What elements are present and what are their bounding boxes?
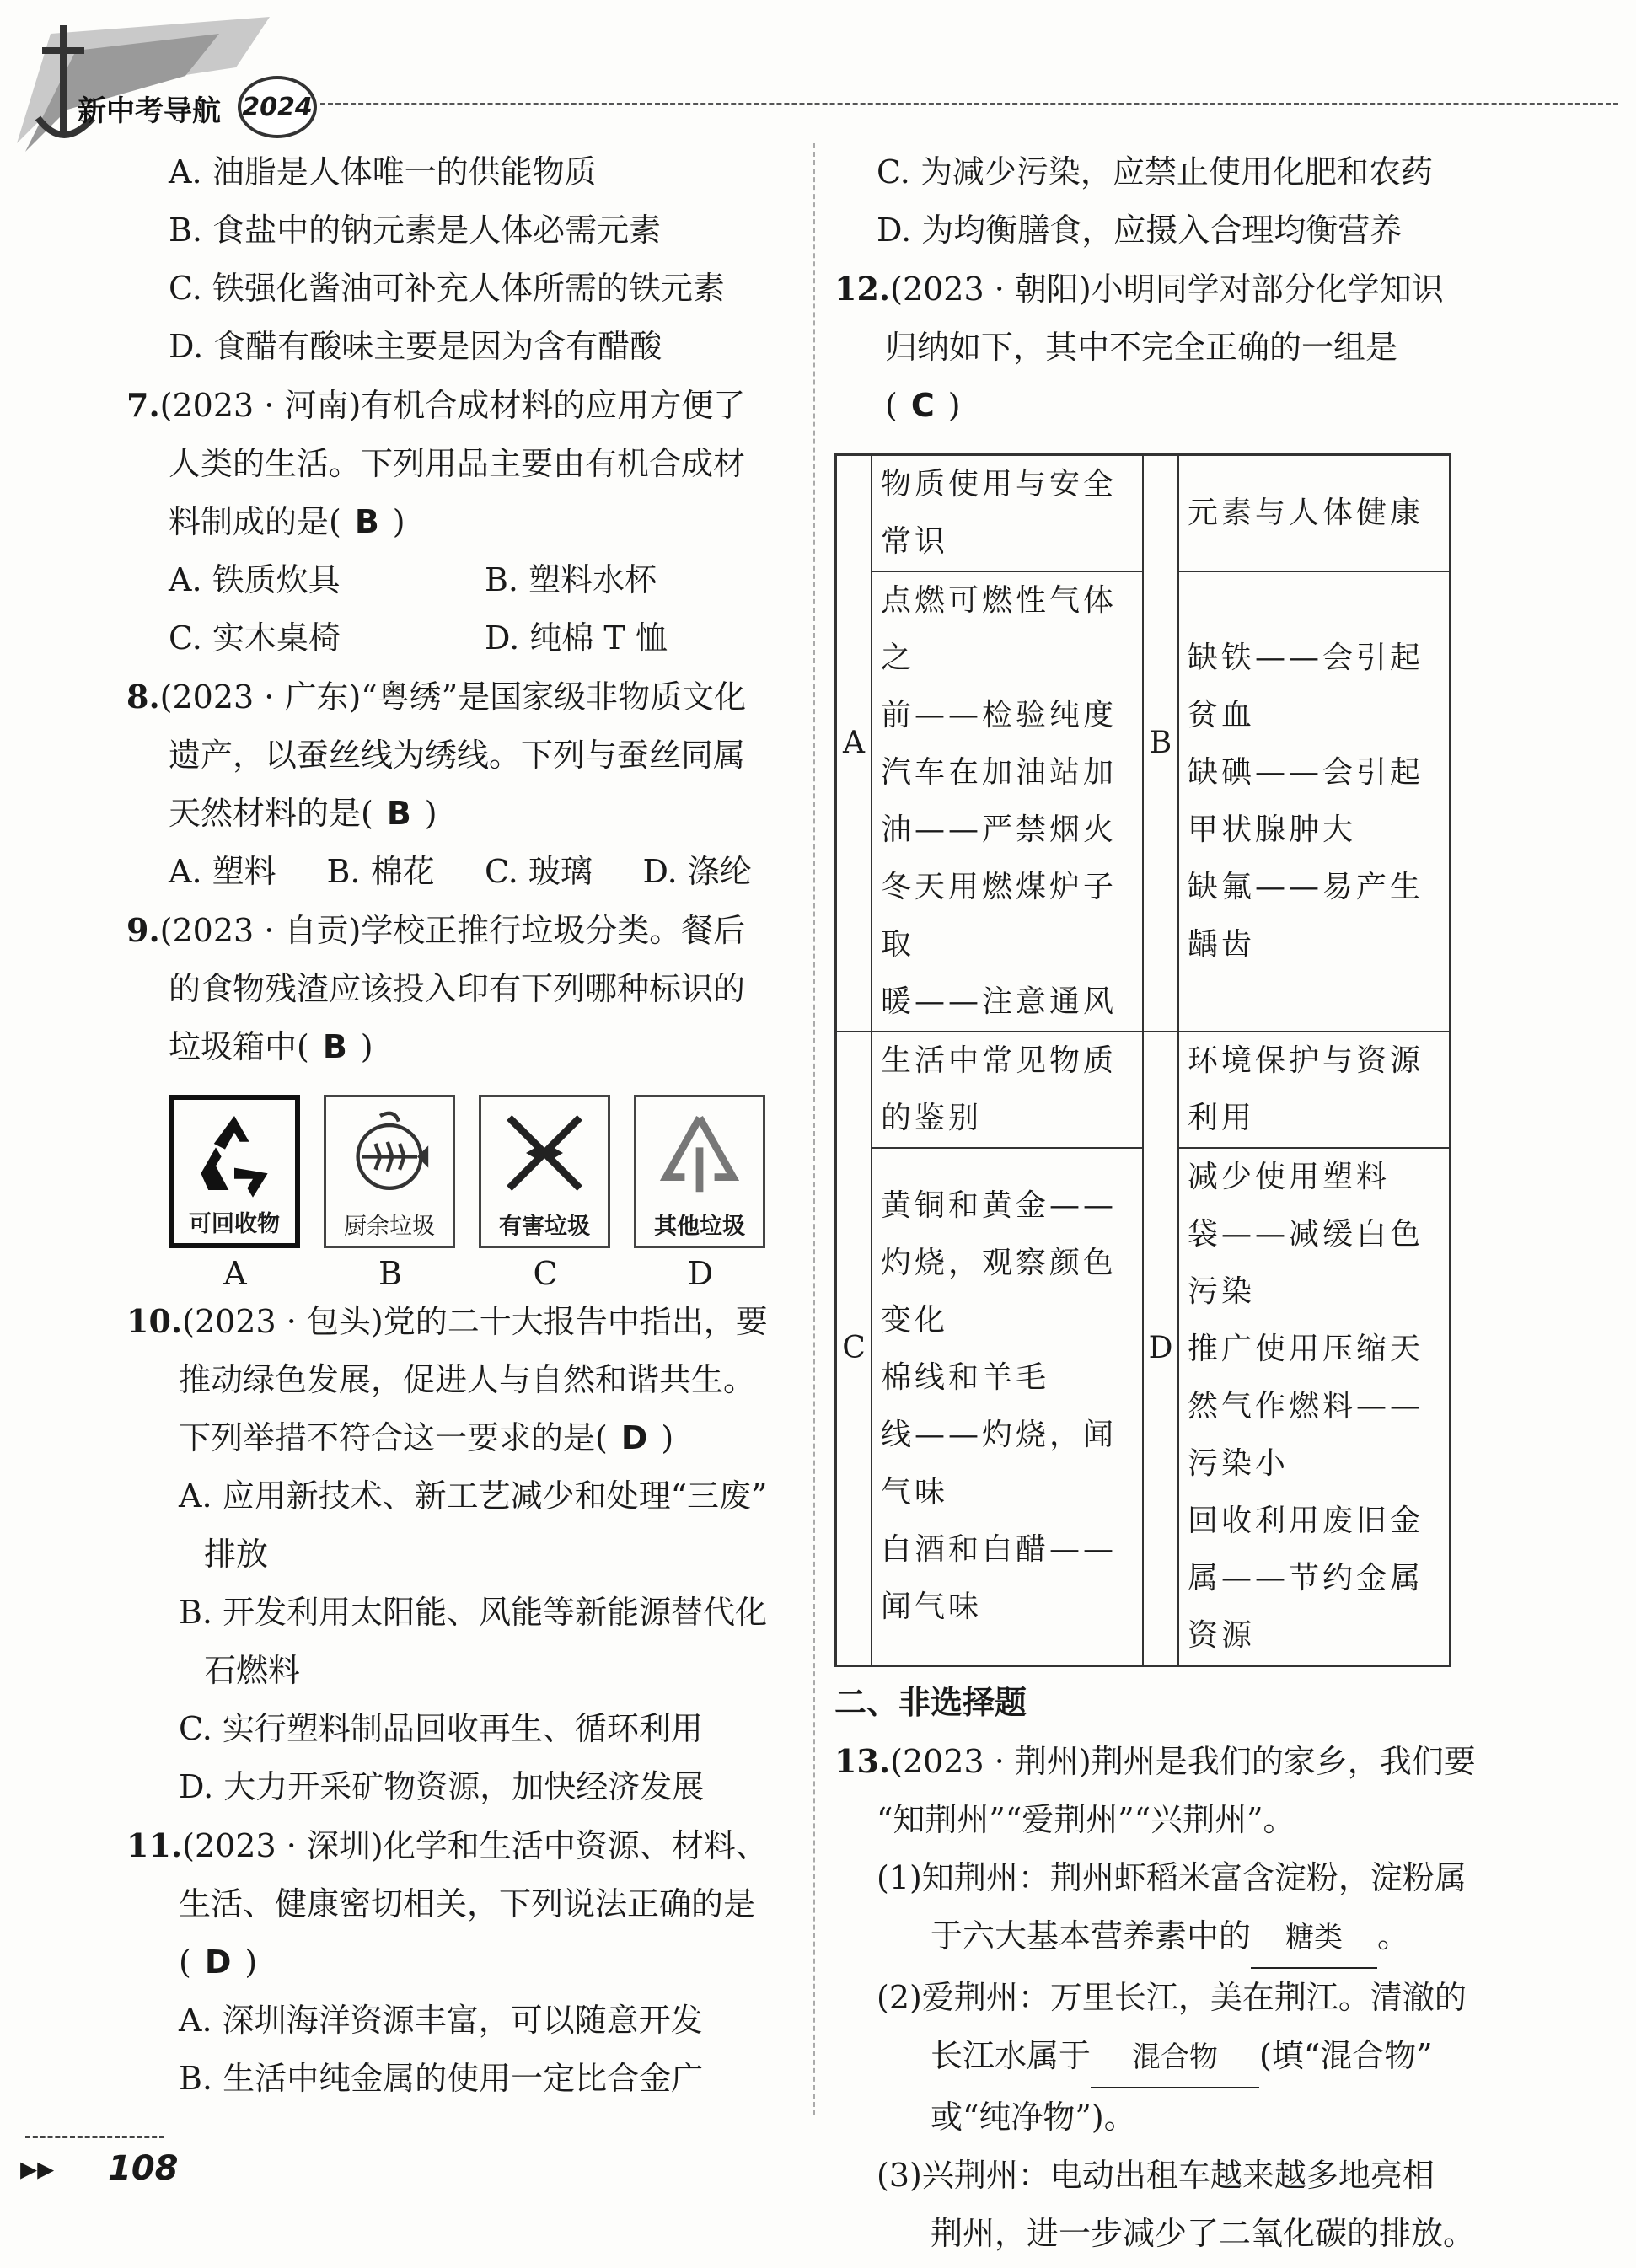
table-a-head: 物质使用与安全 常识 xyxy=(872,455,1143,572)
q12-open: ( xyxy=(885,387,898,424)
q10-stem-1: (2023 · 包头)党的二十大报告中指出，要 xyxy=(182,1303,768,1340)
table-b-body: 缺铁——会引起 贫血 缺碘——会引起 甲状腺肿大 缺氟——易产生 龋齿 xyxy=(1178,571,1451,1032)
q9-stem-2: 的食物残渣应该投入印有下列哪种标识的 xyxy=(169,970,746,1007)
q8-option-b: B. 棉花 xyxy=(326,853,435,890)
bin-a-letter: A xyxy=(223,1255,247,1292)
q10-option-a-cont: 排放 xyxy=(204,1536,269,1573)
q12-stem-1: (2023 · 朝阳)小明同学对部分化学知识 xyxy=(890,271,1444,308)
section-heading: 二、非选择题 xyxy=(834,1684,1027,1721)
q7-stem-1: (2023 · 河南)有机合成材料的应用方便了 xyxy=(159,387,746,424)
q8-stem-2: 遗产，以蚕丝线为绣线。下列与蚕丝同属 xyxy=(169,737,746,774)
q9-answer: B xyxy=(322,1028,347,1065)
bin-hazardous xyxy=(479,1095,612,1292)
bin-b-label: 厨余垃圾 xyxy=(344,1214,435,1240)
q8-stem-3: 天然材料的是( xyxy=(169,795,373,832)
table-a-body: 点燃可燃性气体之 前——检验纯度 汽车在加油站加 油——严禁烟火 冬天用燃煤炉子取 暖——注意通风 xyxy=(872,571,1143,1032)
trash-bin-signs xyxy=(126,1095,801,1292)
footer-divider xyxy=(25,2136,164,2138)
bin-b-letter: B xyxy=(378,1255,402,1292)
header-divider xyxy=(320,103,1618,105)
q13-stem-2: “知荆州”“爱荆州”“兴荆州”。 xyxy=(877,1801,1295,1838)
q13-number: 13. xyxy=(834,1742,891,1780)
q8-option-c: C. 玻璃 xyxy=(485,853,593,890)
q10-stem-2: 推动绿色发展，促进人与自然和谐共生。 xyxy=(179,1361,756,1398)
bin-d-label: 其他垃圾 xyxy=(654,1214,745,1240)
q7-option-c: C. 实木桌椅 xyxy=(169,619,341,657)
q6-option-b: B. 食盐中的钠元素是人体必需元素 xyxy=(169,212,662,249)
question-11 xyxy=(126,1816,801,2108)
q13-p3-line2: 荆州，进一步减少了二氧化碳的排放。 xyxy=(931,2215,1476,2252)
q13-p2-line2: 长江水属于 xyxy=(931,2037,1092,2074)
bin-a-label: 可回收物 xyxy=(189,1211,280,1237)
header-year: 2024 xyxy=(238,76,317,138)
q7-number: 7. xyxy=(126,386,160,424)
table-letter-c: C xyxy=(836,1032,872,1666)
q9-stem-3: 垃圾箱中( xyxy=(169,1028,309,1065)
q11-option-d: D. 为均衡膳食，应摄入合理均衡营养 xyxy=(877,212,1403,249)
q13-p2-hint: (填“混合物” xyxy=(1259,2037,1433,2074)
q11-stem-2: 生活、健康密切相关，下列说法正确的是 xyxy=(179,1885,756,1922)
question-9 xyxy=(126,901,801,1292)
table-letter-b: B xyxy=(1143,455,1178,1032)
bin-other xyxy=(634,1095,767,1292)
q10-option-a: A. 应用新技术、新工艺减少和处理“三废” xyxy=(179,1477,768,1515)
q11-option-c: C. 为减少污染，应禁止使用化肥和农药 xyxy=(877,153,1433,190)
q11-stem-1: (2023 · 深圳)化学和生活中资源、材料、 xyxy=(182,1827,768,1864)
question-12 xyxy=(834,260,1500,1667)
q13-p3-line1: (3)兴荆州：电动出租车越来越多地亮相 xyxy=(877,2157,1435,2194)
q8-close: ) xyxy=(424,795,437,832)
q13-p2-answer: 混合物 xyxy=(1091,2029,1259,2088)
q7-close: ) xyxy=(392,503,405,540)
bin-d-letter: D xyxy=(687,1255,714,1292)
column-divider xyxy=(813,143,815,2115)
header-brand: 新中考导航 xyxy=(78,94,221,128)
table-c-head: 生活中常见物质 的鉴别 xyxy=(872,1032,1143,1148)
q8-stem-1: (2023 · 广东)“粤绣”是国家级非物质文化 xyxy=(159,678,747,716)
q10-option-c: C. 实行塑料制品回收再生、循环利用 xyxy=(179,1710,703,1747)
q12-close: ) xyxy=(947,387,961,424)
footer-arrow-icon: ▸▸ xyxy=(20,2149,55,2188)
triangle-arrows-icon xyxy=(653,1107,746,1199)
page-number: 108 xyxy=(108,2149,179,2188)
q13-p2-line3: 或“纯净物”)。 xyxy=(931,2099,1136,2136)
bin-c-letter: C xyxy=(533,1255,558,1292)
q6-option-c: C. 铁强化酱油可补充人体所需的铁元素 xyxy=(169,270,725,307)
recycle-icon xyxy=(188,1107,281,1199)
q7-option-a: A. 铁质炊具 xyxy=(169,561,341,598)
q13-stem-1: (2023 · 荆州)荆州是我们的家乡，我们要 xyxy=(890,1743,1476,1780)
table-d-body: 减少使用塑料 袋——减缓白色 污染 推广使用压缩天 然气作燃料—— 污染小 回收利用废旧金 属——节约金属 资源 xyxy=(1178,1148,1451,1666)
q7-answer: B xyxy=(354,503,379,540)
q10-option-b-cont: 石燃料 xyxy=(204,1652,301,1689)
q13-p1-line2: 于六大基本营养素中的 xyxy=(931,1917,1252,1954)
q8-option-d: D. 涤纶 xyxy=(642,853,752,890)
q12-answer: C xyxy=(910,387,935,424)
q10-stem-3: 下列举措不符合这一要求的是( xyxy=(179,1419,608,1456)
q7-option-d: D. 纯棉 T 恤 xyxy=(485,619,668,657)
left-column xyxy=(126,143,801,2108)
fishbone-icon xyxy=(343,1107,436,1199)
q11-number: 11. xyxy=(126,1826,183,1864)
q9-number: 9. xyxy=(126,911,160,949)
q8-option-a: A. 塑料 xyxy=(169,853,276,890)
q10-number: 10. xyxy=(126,1302,183,1340)
q7-stem-3: 料制成的是( xyxy=(169,503,341,540)
q9-close: ) xyxy=(360,1028,373,1065)
q8-number: 8. xyxy=(126,678,160,716)
q7-option-b: B. 塑料水杯 xyxy=(485,561,657,598)
q10-option-b: B. 开发利用太阳能、风能等新能源替代化 xyxy=(179,1594,768,1631)
q10-option-d: D. 大力开采矿物资源，加快经济发展 xyxy=(179,1768,705,1805)
bin-recyclable xyxy=(169,1095,302,1292)
knowledge-table xyxy=(834,453,1451,1667)
q11-option-a: A. 深圳海洋资源丰富，可以随意开发 xyxy=(179,2002,703,2039)
table-letter-d: D xyxy=(1143,1032,1178,1666)
right-column xyxy=(834,143,1500,2263)
q11-close: ) xyxy=(244,1944,258,1981)
q9-stem-1: (2023 · 自贡)学校正推行垃圾分类。餐后 xyxy=(159,912,746,949)
q11-open: ( xyxy=(179,1944,191,1981)
bin-kitchen xyxy=(324,1095,457,1292)
table-b-head: 元素与人体健康 xyxy=(1178,455,1451,572)
table-letter-a: A xyxy=(836,455,872,1032)
question-10 xyxy=(126,1292,801,1816)
q7-stem-2: 人类的生活。下列用品主要由有机合成材 xyxy=(169,445,746,482)
q6-option-a: A. 油脂是人体唯一的供能物质 xyxy=(169,153,597,190)
bin-c-label: 有害垃圾 xyxy=(499,1214,590,1240)
q12-stem-2: 归纳如下，其中不完全正确的一组是 xyxy=(885,329,1398,366)
q6-option-d: D. 食醋有酸味主要是因为含有醋酸 xyxy=(169,328,662,365)
question-8 xyxy=(126,668,801,901)
q10-answer: D xyxy=(620,1419,648,1456)
q8-answer: B xyxy=(386,795,411,832)
table-c-body: 黄铜和黄金—— 灼烧，观察颜色 变化 棉线和羊毛 线——灼烧，闻 气味 白酒和白醋—— 闻气味 xyxy=(872,1148,1143,1666)
q12-number: 12. xyxy=(834,270,891,308)
question-13 xyxy=(834,1732,1500,2263)
q13-p2-line1: (2)爱荆州：万里长江，美在荆江。清澈的 xyxy=(877,1979,1467,2016)
q11-answer: D xyxy=(204,1944,232,1981)
table-d-head: 环境保护与资源 利用 xyxy=(1178,1032,1451,1148)
q13-p1-end: 。 xyxy=(1377,1917,1410,1954)
q10-close: ) xyxy=(661,1419,674,1456)
q13-p1-answer: 糖类 xyxy=(1251,1909,1377,1969)
question-7 xyxy=(126,376,801,668)
hazard-cross-icon xyxy=(498,1107,591,1199)
q11-option-b: B. 生活中纯金属的使用一定比合金广 xyxy=(179,2060,704,2097)
q13-p1-line1: (1)知荆州：荆州虾稻米富含淀粉，淀粉属 xyxy=(877,1859,1467,1896)
